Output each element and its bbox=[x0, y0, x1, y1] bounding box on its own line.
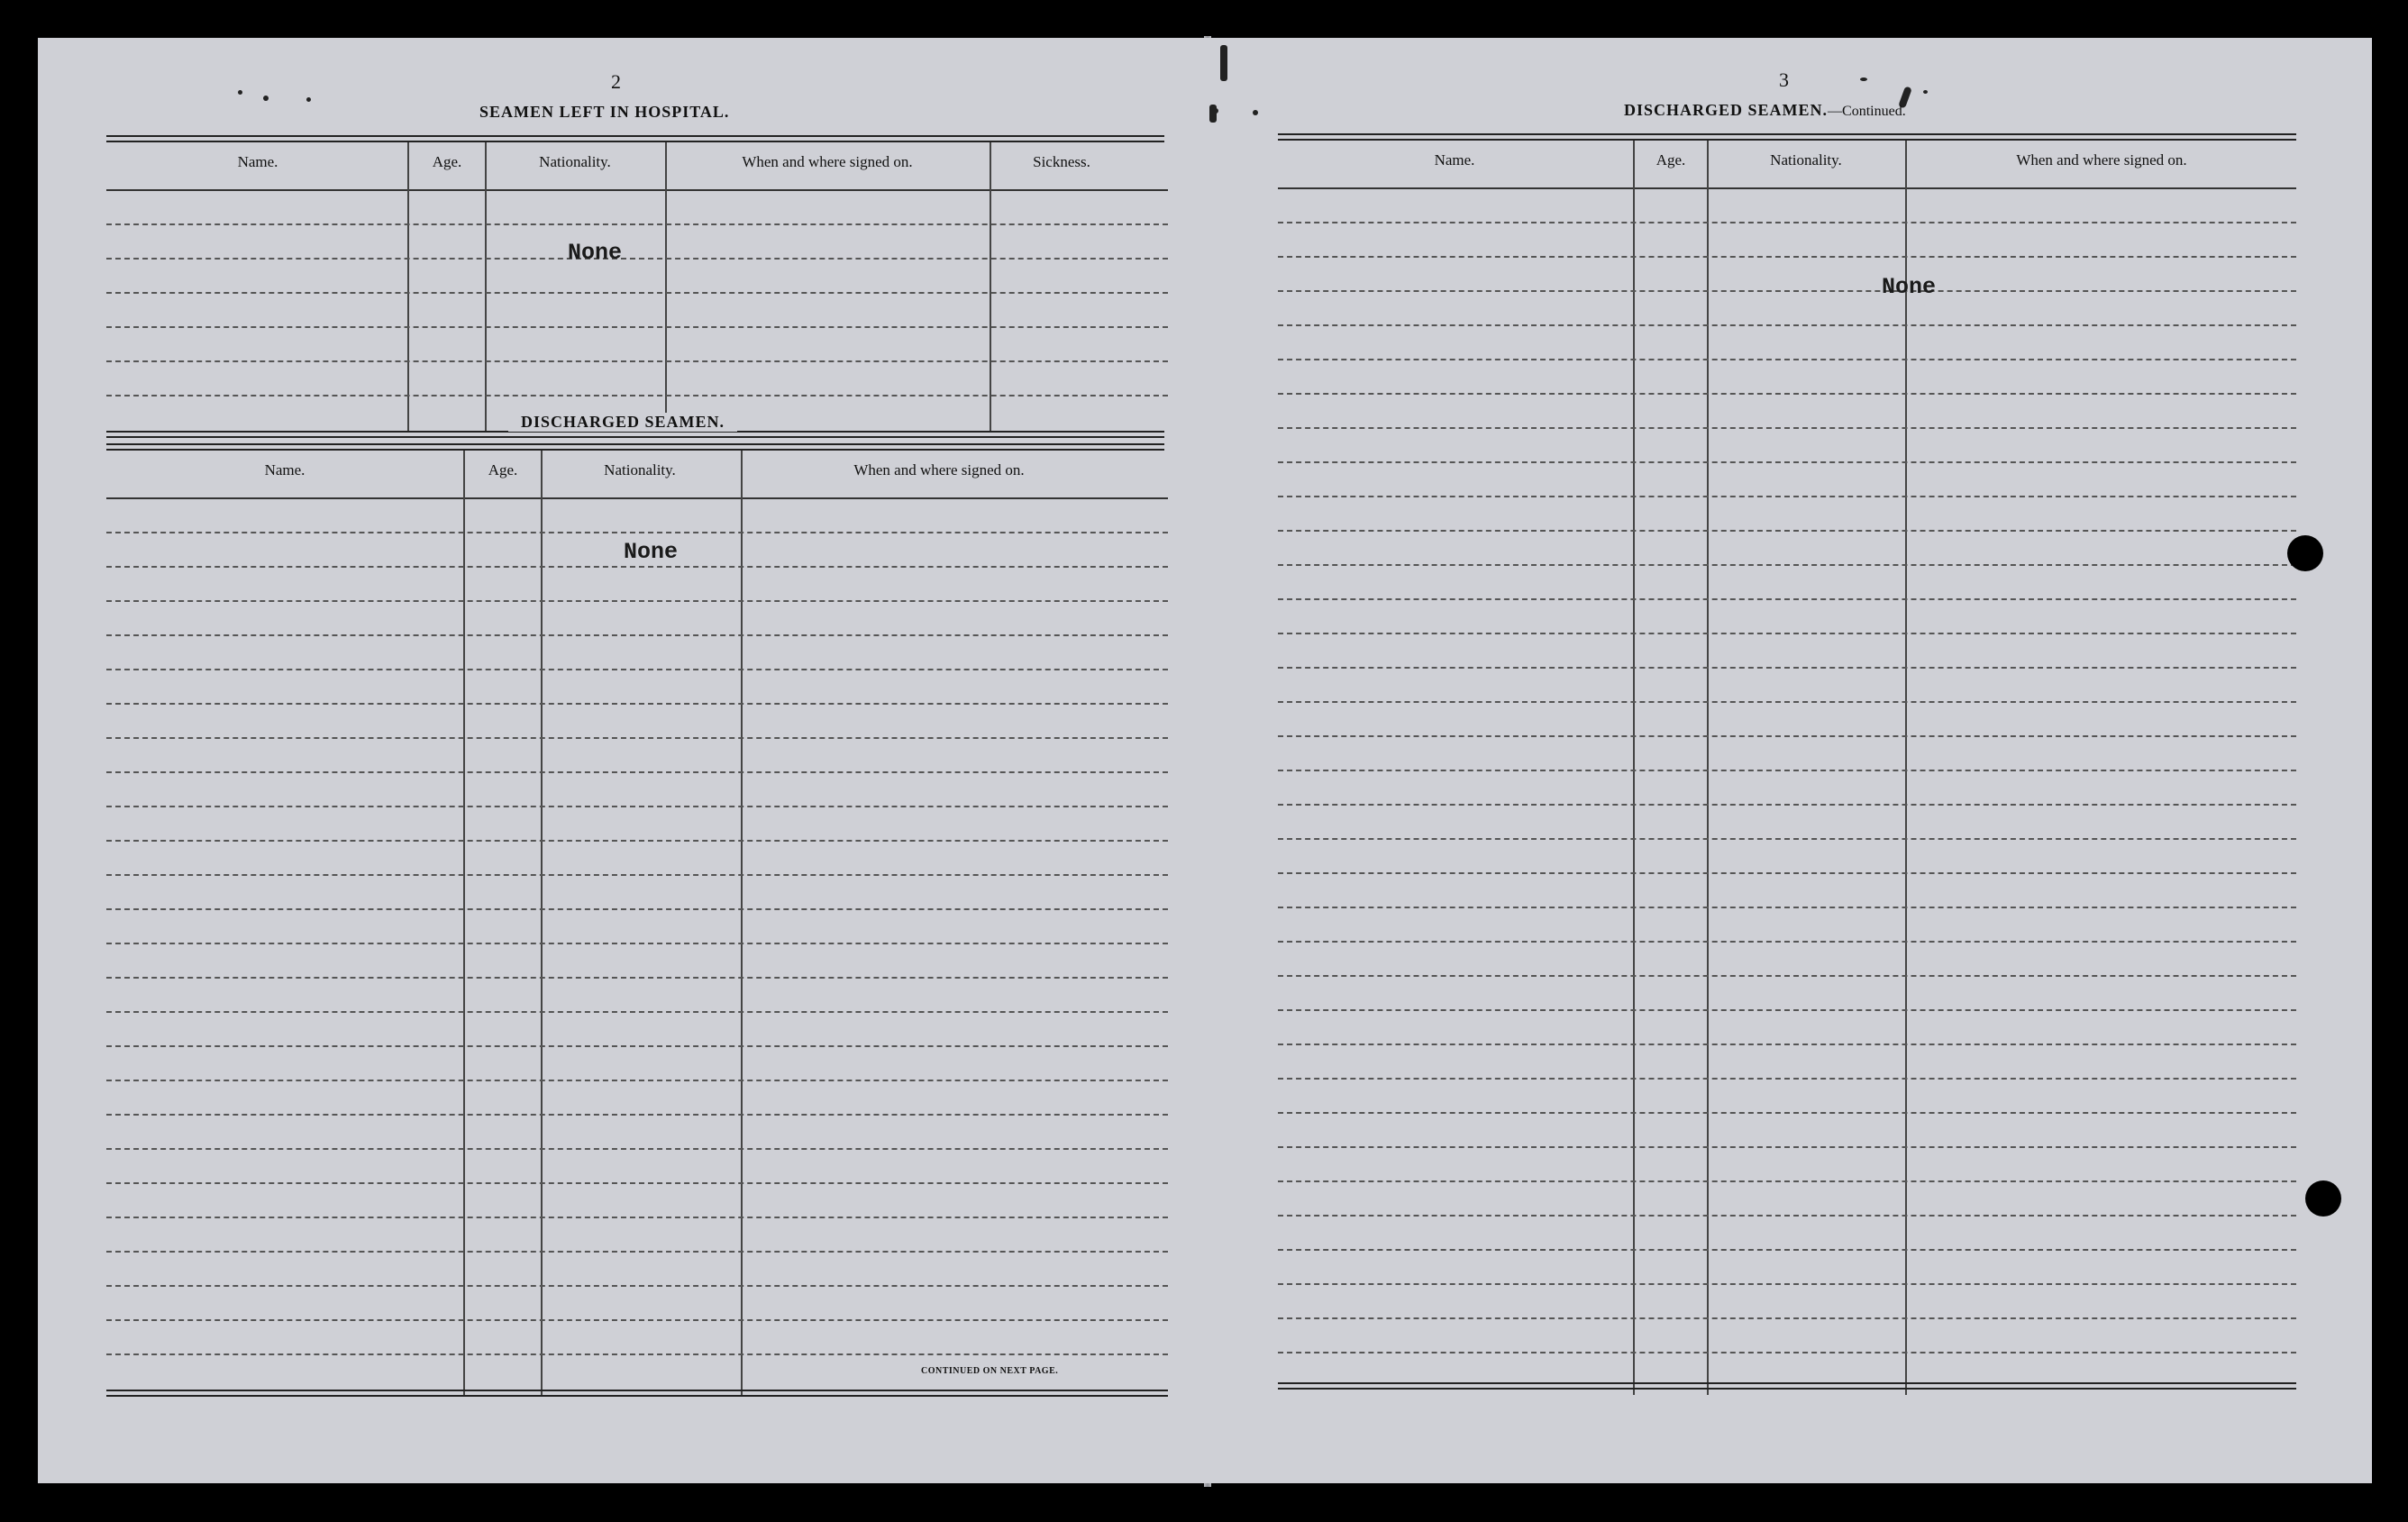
ruled-line bbox=[1278, 1283, 2296, 1285]
ruled-line bbox=[1278, 256, 2296, 258]
right-col-divider bbox=[1707, 141, 1709, 1395]
ruled-line bbox=[1278, 564, 2296, 566]
column-header: Name. bbox=[237, 153, 278, 170]
ruled-line bbox=[1278, 701, 2296, 703]
column-header: Age. bbox=[1656, 151, 1686, 169]
ruled-line bbox=[1278, 770, 2296, 771]
column-header: Age. bbox=[432, 153, 462, 170]
ruled-line bbox=[106, 1217, 1168, 1218]
ruled-line bbox=[1278, 872, 2296, 874]
ruled-line bbox=[1278, 461, 2296, 463]
hospital-col-divider bbox=[407, 142, 409, 431]
column-header: Nationality. bbox=[539, 153, 611, 170]
ruled-line bbox=[1278, 598, 2296, 600]
punch-hole bbox=[2287, 535, 2323, 571]
ruled-line bbox=[1278, 496, 2296, 497]
binding-mark bbox=[1220, 45, 1227, 81]
ruled-line bbox=[1278, 735, 2296, 737]
ruled-line bbox=[106, 258, 1168, 260]
ruled-line bbox=[1278, 975, 2296, 977]
column-header: Sickness. bbox=[1033, 153, 1090, 170]
ruled-line bbox=[1278, 838, 2296, 840]
ruled-line bbox=[1278, 324, 2296, 326]
ruled-line bbox=[1278, 1044, 2296, 1045]
ruled-line bbox=[106, 1319, 1168, 1321]
right-col-divider bbox=[1633, 141, 1635, 1395]
ink-speck bbox=[306, 97, 311, 102]
column-header: When and where signed on. bbox=[742, 153, 913, 170]
ruled-line bbox=[106, 1182, 1168, 1184]
ruled-line bbox=[106, 1285, 1168, 1287]
column-header: Age. bbox=[488, 461, 518, 478]
discharged-bottom-rule bbox=[106, 1390, 1168, 1397]
ruled-line bbox=[106, 669, 1168, 670]
ruled-line bbox=[106, 1353, 1168, 1355]
ruled-line bbox=[1278, 1180, 2296, 1182]
column-header: When and where signed on. bbox=[2016, 151, 2187, 169]
ruled-line bbox=[1278, 1215, 2296, 1217]
right-page bbox=[1209, 38, 2372, 1483]
ruled-line bbox=[1278, 427, 2296, 429]
ruled-line bbox=[106, 223, 1168, 225]
ruled-line bbox=[106, 703, 1168, 705]
ruled-line bbox=[1278, 290, 2296, 292]
ruled-line bbox=[106, 1114, 1168, 1116]
continued-note: CONTINUED ON NEXT PAGE. bbox=[921, 1366, 1059, 1376]
ink-speck bbox=[1209, 105, 1217, 123]
ruled-line bbox=[1278, 1146, 2296, 1148]
column-header: Name. bbox=[1434, 151, 1475, 169]
ruled-line bbox=[1278, 1317, 2296, 1319]
ruled-line bbox=[106, 326, 1168, 328]
ink-speck bbox=[1253, 110, 1258, 115]
discharged-header-rule bbox=[106, 497, 1168, 499]
discharged-title-text: DISCHARGED SEAMEN. bbox=[1624, 101, 1829, 119]
hospital-col-divider bbox=[485, 142, 487, 431]
discharged-col-divider bbox=[463, 451, 465, 1397]
discharged-col-divider bbox=[741, 451, 743, 1397]
ruled-line bbox=[106, 771, 1168, 773]
ruled-line bbox=[106, 532, 1168, 533]
ruled-line bbox=[106, 1080, 1168, 1081]
ink-speck bbox=[1860, 77, 1867, 81]
ink-speck bbox=[263, 96, 269, 101]
ink-speck bbox=[1923, 90, 1928, 94]
ruled-line bbox=[1278, 633, 2296, 634]
ruled-line bbox=[1278, 1249, 2296, 1251]
hospital-top-rule bbox=[106, 135, 1164, 142]
column-header: When and where signed on. bbox=[853, 461, 1025, 478]
ruled-line bbox=[1278, 907, 2296, 908]
ruled-line bbox=[1278, 667, 2296, 669]
left-page bbox=[38, 38, 1211, 1483]
ruled-line bbox=[1278, 530, 2296, 532]
ruled-line bbox=[106, 806, 1168, 807]
right-bottom-rule bbox=[1278, 1382, 2296, 1390]
ruled-line bbox=[106, 737, 1168, 739]
ruled-line bbox=[106, 360, 1168, 362]
ruled-line bbox=[106, 977, 1168, 979]
ruled-line bbox=[1278, 1112, 2296, 1114]
column-header: Nationality. bbox=[1770, 151, 1842, 169]
column-header: Nationality. bbox=[604, 461, 676, 478]
ruled-line bbox=[106, 600, 1168, 602]
right-col-divider bbox=[1905, 141, 1907, 1395]
ruled-line bbox=[1278, 1078, 2296, 1080]
ruled-line bbox=[1278, 359, 2296, 360]
page-number: 3 bbox=[1779, 68, 1789, 91]
ruled-line bbox=[106, 840, 1168, 842]
hospital-col-divider bbox=[990, 142, 991, 431]
page-number: 2 bbox=[611, 70, 621, 93]
ruled-line bbox=[1278, 393, 2296, 395]
ruled-line bbox=[106, 1148, 1168, 1150]
ruled-line bbox=[106, 395, 1168, 396]
ruled-line bbox=[106, 566, 1168, 568]
discharged-col-divider bbox=[541, 451, 543, 1397]
discharged-top-rule bbox=[106, 443, 1164, 451]
discharged-section-title: DISCHARGED SEAMEN. bbox=[508, 413, 737, 432]
ink-speck bbox=[238, 90, 242, 95]
ruled-line bbox=[106, 943, 1168, 944]
right-top-rule bbox=[1278, 133, 2296, 141]
ruled-line bbox=[106, 634, 1168, 636]
ruled-line bbox=[106, 874, 1168, 876]
ruled-line bbox=[1278, 941, 2296, 943]
punch-hole bbox=[2305, 1180, 2341, 1217]
ruled-line bbox=[106, 1251, 1168, 1253]
right-none-stamp: None bbox=[1882, 274, 1937, 300]
continued-suffix: —Continued. bbox=[1828, 104, 1906, 119]
discharged-continued-title bbox=[1624, 101, 1906, 120]
hospital-none-stamp: None bbox=[568, 240, 623, 266]
ruled-line bbox=[1278, 1352, 2296, 1353]
ruled-line bbox=[1278, 804, 2296, 806]
ruled-line bbox=[1278, 1009, 2296, 1011]
hospital-bottom-rule bbox=[106, 431, 1164, 438]
hospital-header-rule bbox=[106, 189, 1168, 191]
ruled-line bbox=[106, 292, 1168, 294]
hospital-col-divider bbox=[665, 142, 667, 431]
ruled-line bbox=[1278, 222, 2296, 223]
ruled-line bbox=[106, 1011, 1168, 1013]
right-header-rule bbox=[1278, 187, 2296, 189]
discharged-none-stamp: None bbox=[624, 539, 679, 565]
ruled-line bbox=[106, 1045, 1168, 1047]
ruled-line bbox=[106, 908, 1168, 910]
column-header: Name. bbox=[264, 461, 306, 478]
hospital-section-title: SEAMEN LEFT IN HOSPITAL. bbox=[479, 103, 730, 121]
